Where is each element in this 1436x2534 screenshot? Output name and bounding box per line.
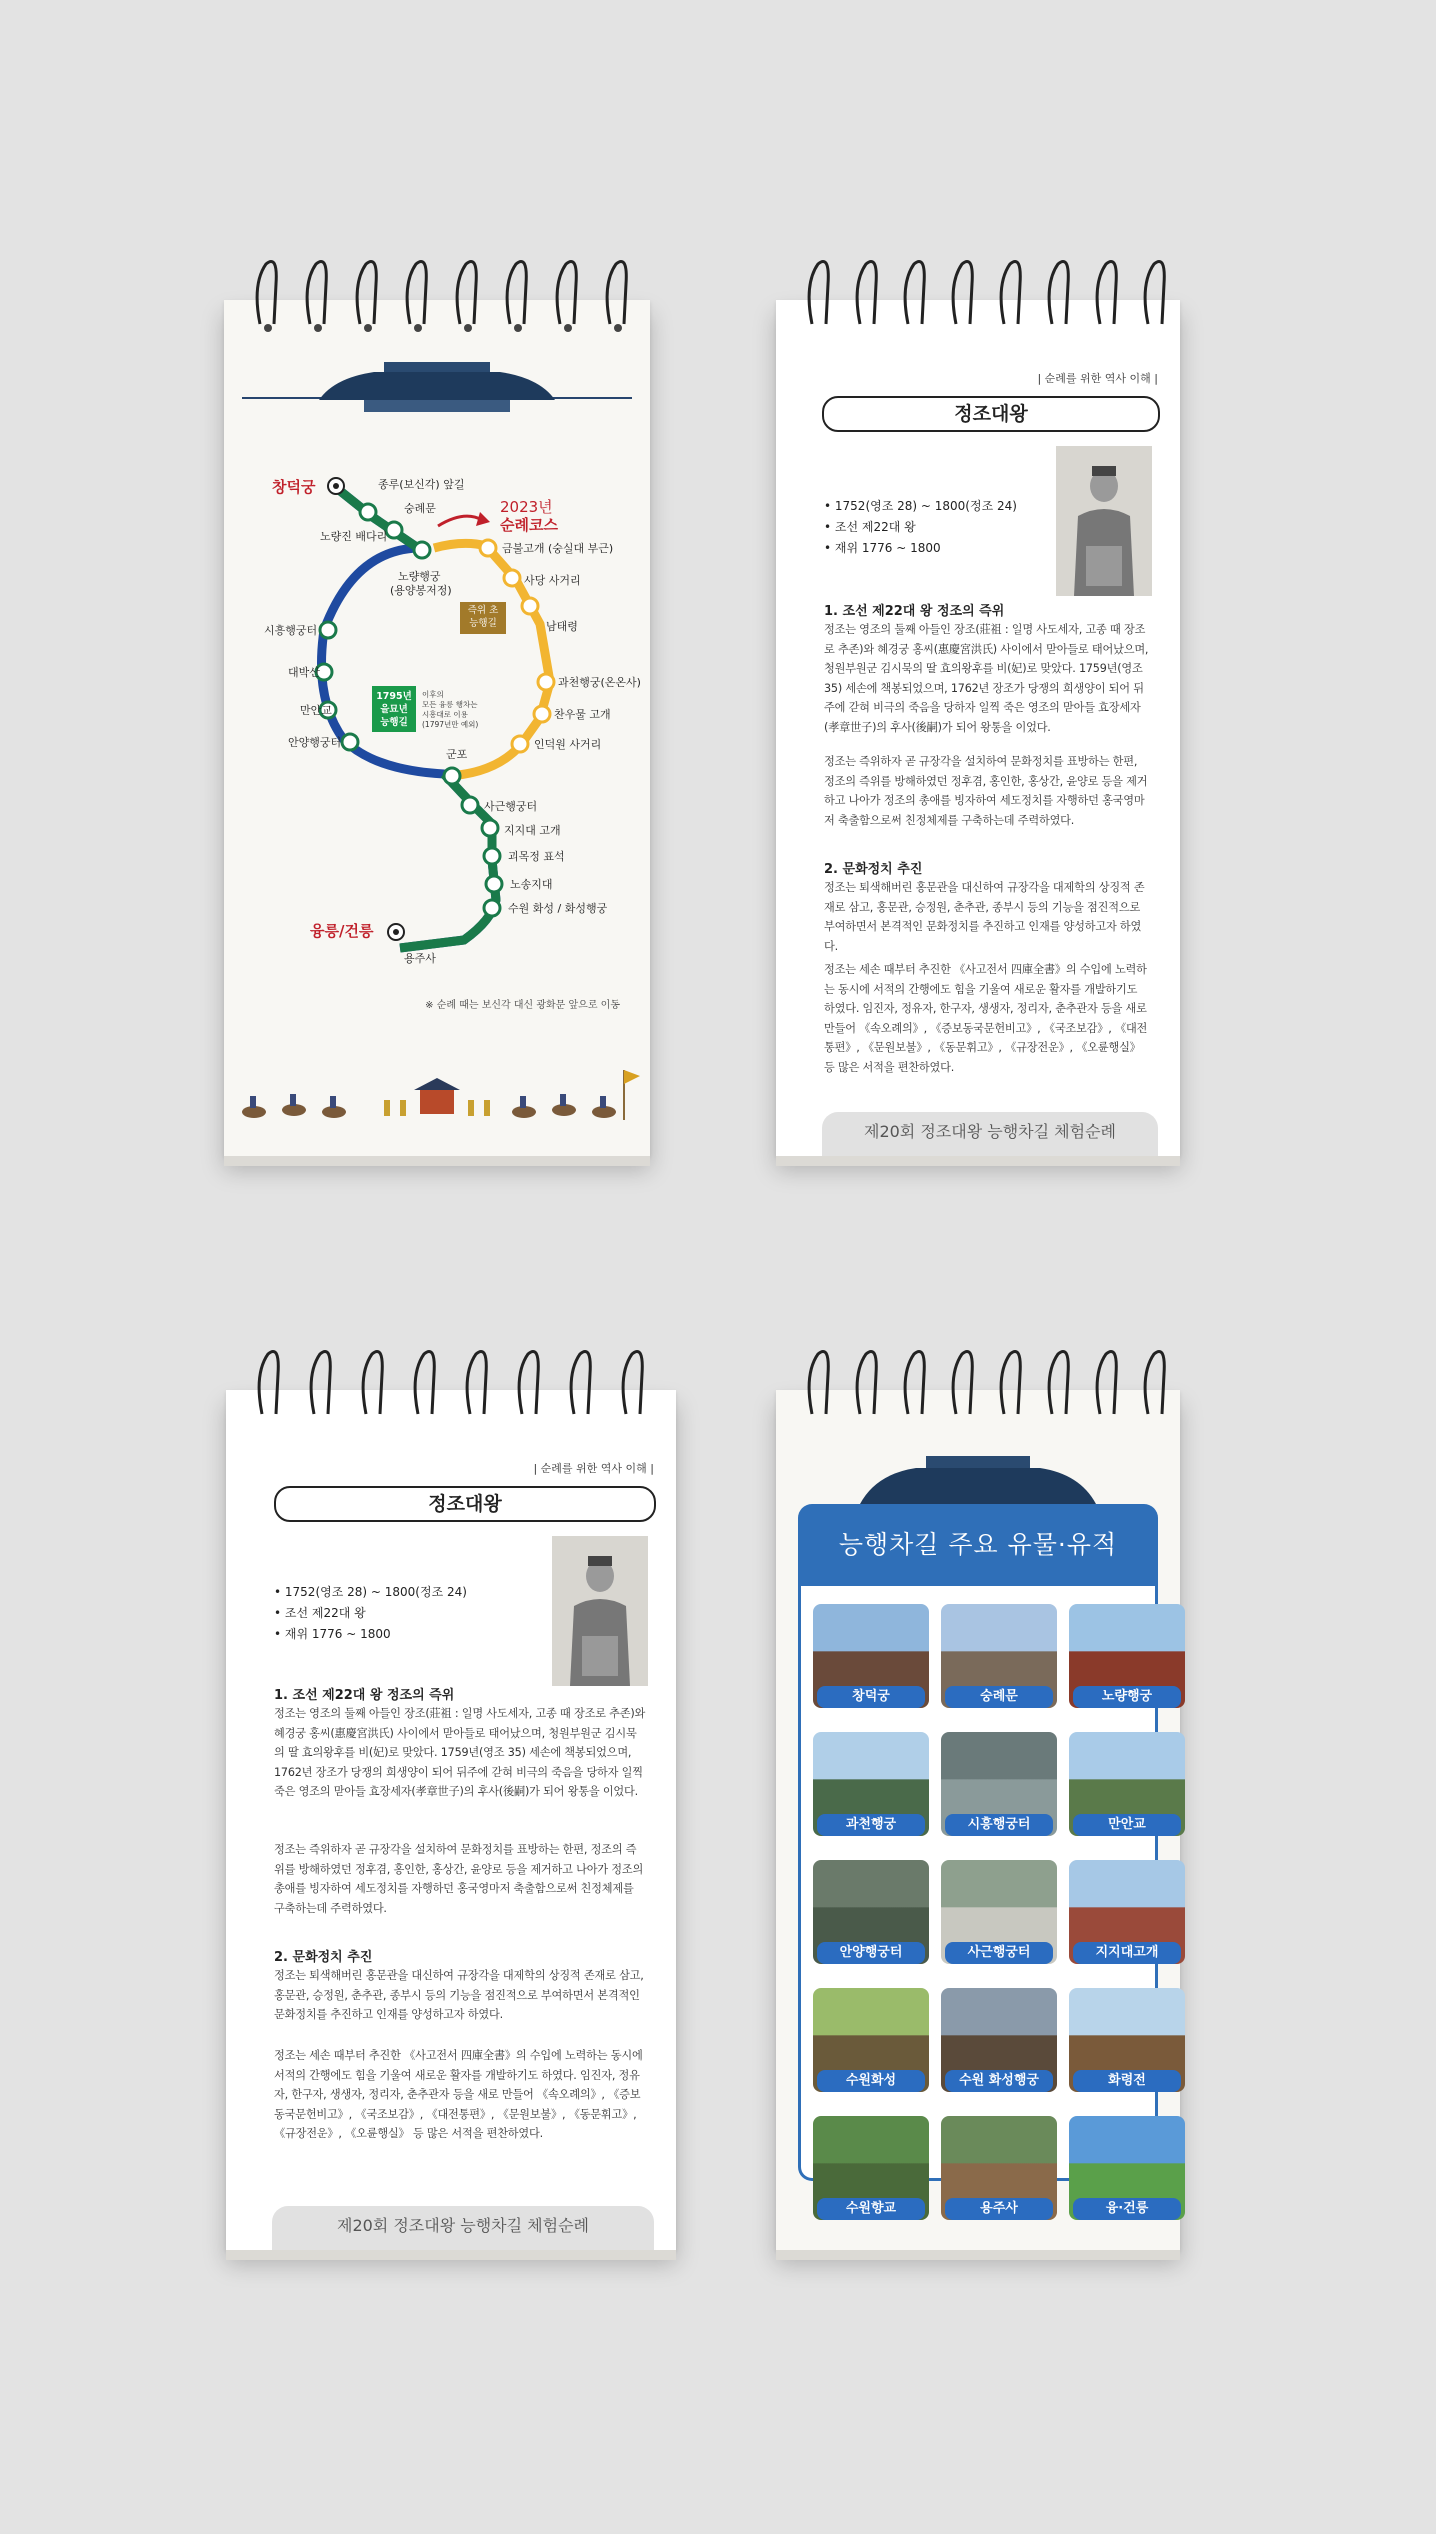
station-label: 사당 사거리 [524,574,581,587]
badge-green-line: 능행길 [380,717,408,728]
gallery-item [813,1860,929,1964]
station-label: 사근행궁터 [484,800,538,813]
royal-procession-image [224,1060,650,1140]
pad-edge [776,2250,1180,2260]
site-label: 지지대고개 [1073,1942,1181,1964]
gallery-item [941,2116,1057,2220]
footer-banner: 제20회 정조대왕 능행차길 체험순례 [272,2206,654,2250]
pad-edge [776,1156,1180,1166]
gallery-item [941,1604,1057,1708]
fact-item: • 조선 제22대 왕 [274,1603,467,1624]
site-label: 시흥행궁터 [945,1814,1053,1836]
site-label: 사근행궁터 [945,1942,1053,1964]
badge-green-line: 을묘년 [380,704,408,715]
badge-cream-line: 능행길 [469,618,497,629]
green-note-line: 모든 융릉 행차는 [422,700,478,709]
site-label: 창덕궁 [817,1686,925,1708]
station-label: 수원 화성 / 화성행궁 [508,902,608,915]
fact-item: • 1752(영조 28) ~ 1800(정조 24) [824,496,1017,517]
gallery-item [941,1988,1057,2092]
site-label: 융·건릉 [1073,2198,1181,2220]
footer-banner: 제20회 정조대왕 능행차길 체험순례 [822,1112,1158,1156]
badge-cream-line: 즉위 초 [467,605,499,616]
green-note-line: 이후의 [422,690,444,699]
station-label: 군포 [446,748,468,761]
fact-item: • 1752(영조 28) ~ 1800(정조 24) [274,1582,467,1603]
gallery-item [941,1732,1057,1836]
gallery-item [1069,2116,1185,2220]
station-label: 노량진 배다리 [320,530,388,543]
green-note [422,690,478,730]
gallery-item [813,1988,929,2092]
portrait-image [552,1536,648,1686]
gallery-item [813,1604,929,1708]
station-label: 남태령 [546,620,578,633]
site-label: 노량행궁 [1073,1686,1181,1708]
palace-roof-image [776,1444,1180,1508]
map-footnote: ※ 순례 때는 보신각 대신 광화문 앞으로 이동 [425,1000,620,1011]
course-year: 2023년 [500,498,553,516]
paragraph-1: 정조는 영조의 둘째 아들인 장조(莊祖 : 일명 사도세자, 고종 때 장조로 추존)와 혜경궁 홍씨(惠慶宮洪氏) 사이에서 맏아들로 태어났으며, 청원부원군 김시묵의 딸 효의왕후를 비(妃)로 맞았다. 1759년(영조 35) 세손에 책봉되었으며, 1762년 장조가 당쟁의 희생양이 되어 뒤주에 갇혀 비극의 죽음을 당하자 일찍 죽은 영조의 맏아들 효장세자(孝章世子)의 후사(後嗣)가 되어 왕통을 이었다. [824,623,1149,734]
site-label: 수원화성 [817,2070,925,2092]
site-label: 과천행궁 [817,1814,925,1836]
site-label: 수원향교 [817,2198,925,2220]
station-label: 안양행궁터 [288,736,342,749]
spiral-binding [226,1334,676,1444]
gallery-item [813,2116,929,2220]
paragraph-2: 정조는 즉위하자 곧 규장각을 설치하여 문화정치를 표방하는 한편, 정조의 즉위를 방해하였던 정후겸, 홍인한, 홍상간, 윤양로 등을 제거하고 나아가 정조의 총애를 빙자하여 세도정치를 자행하던 홍국영마저 축출함으로써 친정체제를 구축하는데 주력하였다. [824,755,1148,827]
gallery-item [813,1732,929,1836]
station-label: 찬우물 고개 [554,708,611,721]
site-label: 숭례문 [945,1686,1053,1708]
gallery-title: 능행차길 주요 유물·유적 [798,1504,1158,1586]
paragraph-4: 정조는 세손 때부터 추진한 《사고전서 四庫全書》의 수입에 노력하는 동시에 서적의 간행에도 힘을 기울여 새로운 활자를 개발하기도 하였다. 임진자, 정유자, 한구자, 생생자, 정리자, 춘추관자 등을 새로 만들어 《속오례의》, 《증보동국문헌비고》, 《국조보감》, 《대전통편》, 《문원보불》, 《동문휘고》, 《규장전운》, 《오륜행실》 등 많은 서적을 편찬하였다. [824,963,1148,1074]
station-label: 노량행궁 [398,570,441,583]
station-label: 금불고개 (숭실대 부근) [502,542,614,555]
pad-edge [226,2250,676,2260]
facts-list [824,496,1017,559]
map-start-label: 창덕궁 [272,478,316,496]
page-title: 정조대왕 [822,396,1160,432]
section-heading-1: 1. 조선 제22대 왕 정조의 즉위 [274,1688,455,1703]
paragraph-1: 정조는 영조의 둘째 아들인 장조(莊祖 : 일명 사도세자, 고종 때 장조로 추존)와 혜경궁 홍씨(惠慶宮洪氏) 사이에서 맏아들로 태어났으며, 청원부원군 김시묵의 딸 효의왕후를 비(妃)로 맞았다. 1759년(영조 35) 세손에 책봉되었으며, 1762년 장조가 당쟁의 희생양이 되어 뒤주에 갇혀 비극의 죽음을 당하자 일찍 죽은 영조의 맏아들 효장세자(孝章世子)의 후사(後嗣)가 되어 왕통을 이었다. [274,1707,646,1799]
section-tag: | 순례를 위한 역사 이해 | [533,1462,654,1475]
gallery-item [941,1860,1057,1964]
section-heading-2: 2. 문화정치 추진 [274,1950,373,1965]
text-page-bottom [226,1390,676,2250]
pad-edge [224,1156,650,1166]
page-title: 정조대왕 [274,1486,656,1522]
site-label: 수원 화성행궁 [945,2070,1053,2092]
fact-item: • 조선 제22대 왕 [824,517,1017,538]
site-label: 용주사 [945,2198,1053,2220]
gallery-grid [798,1586,1159,2216]
portrait-image [1056,446,1152,596]
station-label: (용양봉저정) [390,584,452,597]
course-name: 순례코스 [500,516,558,534]
site-label: 화령전 [1073,2070,1181,2092]
fact-item: • 재위 1776 ~ 1800 [274,1624,467,1645]
badge-green-line: 1795년 [376,691,412,702]
station-label: 지지대 고개 [504,824,561,837]
gallery-item [1069,1732,1185,1836]
station-label: 종루(보신각) 앞길 [378,478,465,491]
gallery-item [1069,1604,1185,1708]
station-label: 대박산 [288,666,320,679]
green-note-line: 시흥대로 이용 [422,710,468,719]
section-tag: | 순례를 위한 역사 이해 | [1037,372,1158,385]
gallery-item [1069,1988,1185,2092]
paragraph-4: 정조는 세손 때부터 추진한 《사고전서 四庫全書》의 수입에 노력하는 동시에 서적의 간행에도 힘을 기울여 새로운 활자를 개발하기도 하였다. 임진자, 정유자, 한구자, 생생자, 정리자, 춘추관자 등을 새로 만들어 《속오례의》, 《증보동국문헌비고》, 《국조보감》, 《대전통편》, 《문원보불》, 《동문휘고》, 《규장전운》, 《오륜행실》 등 많은 서적을 편찬하였다. [274,2049,643,2141]
green-note-line: (1797년만 예외) [422,720,479,729]
paragraph-3: 정조는 퇴색해버린 홍문관을 대신하여 규장각을 대제학의 상징적 존재로 삼고, 홍문관, 승정원, 춘추관, 종부시 등의 기능을 점진적으로 부여하면서 본격적인 문화정치를 추진하고 인재를 양성하고자 하였다. [274,1969,644,2022]
badge-cream [460,604,506,630]
section-heading-1: 1. 조선 제22대 왕 정조의 즉위 [824,604,1005,619]
spiral-binding [776,1334,1180,1444]
fact-item: • 재위 1776 ~ 1800 [824,538,1017,559]
paragraph-3: 정조는 퇴색해버린 홍문관을 대신하여 규장각을 대제학의 상징적 존재로 삼고, 홍문관, 승정원, 춘추관, 종부시 등의 기능을 점진적으로 부여하면서 본격적인 문화정치를 추진하고 인재를 양성하고자 하였다. [824,881,1145,953]
text-page-top [776,300,1180,1156]
site-label: 안양행궁터 [817,1942,925,1964]
gallery-page [776,1390,1180,2250]
badge-green [372,690,416,729]
site-label: 만안교 [1073,1814,1181,1836]
station-label: 인덕원 사거리 [534,738,602,751]
station-label: 만안교 [300,704,332,717]
station-label: 노송지대 [510,878,553,891]
station-label: 괴목정 표석 [508,850,565,863]
station-label: 시흥행궁터 [264,624,318,637]
section-heading-2: 2. 문화정치 추진 [824,862,923,877]
map-end-label: 융릉/건릉 [310,922,374,940]
route-map-page [224,300,650,1156]
spiral-binding [776,244,1180,354]
facts-list [274,1582,467,1645]
gallery-item [1069,1860,1185,1964]
paragraph-2: 정조는 즉위하자 곧 규장각을 설치하여 문화정치를 표방하는 한편, 정조의 즉위를 방해하였던 정후겸, 홍인한, 홍상간, 윤양로 등을 제거하고 나아가 정조의 총애를 빙자하여 세도정치를 자행하던 홍국영마저 축출함으로써 친정체제를 구축하는데 주력하였다. [274,1843,644,1915]
station-label: 숭례문 [404,502,436,515]
station-label: 과천행궁(온온사) [558,676,641,689]
station-label: 용주사 [404,952,436,965]
